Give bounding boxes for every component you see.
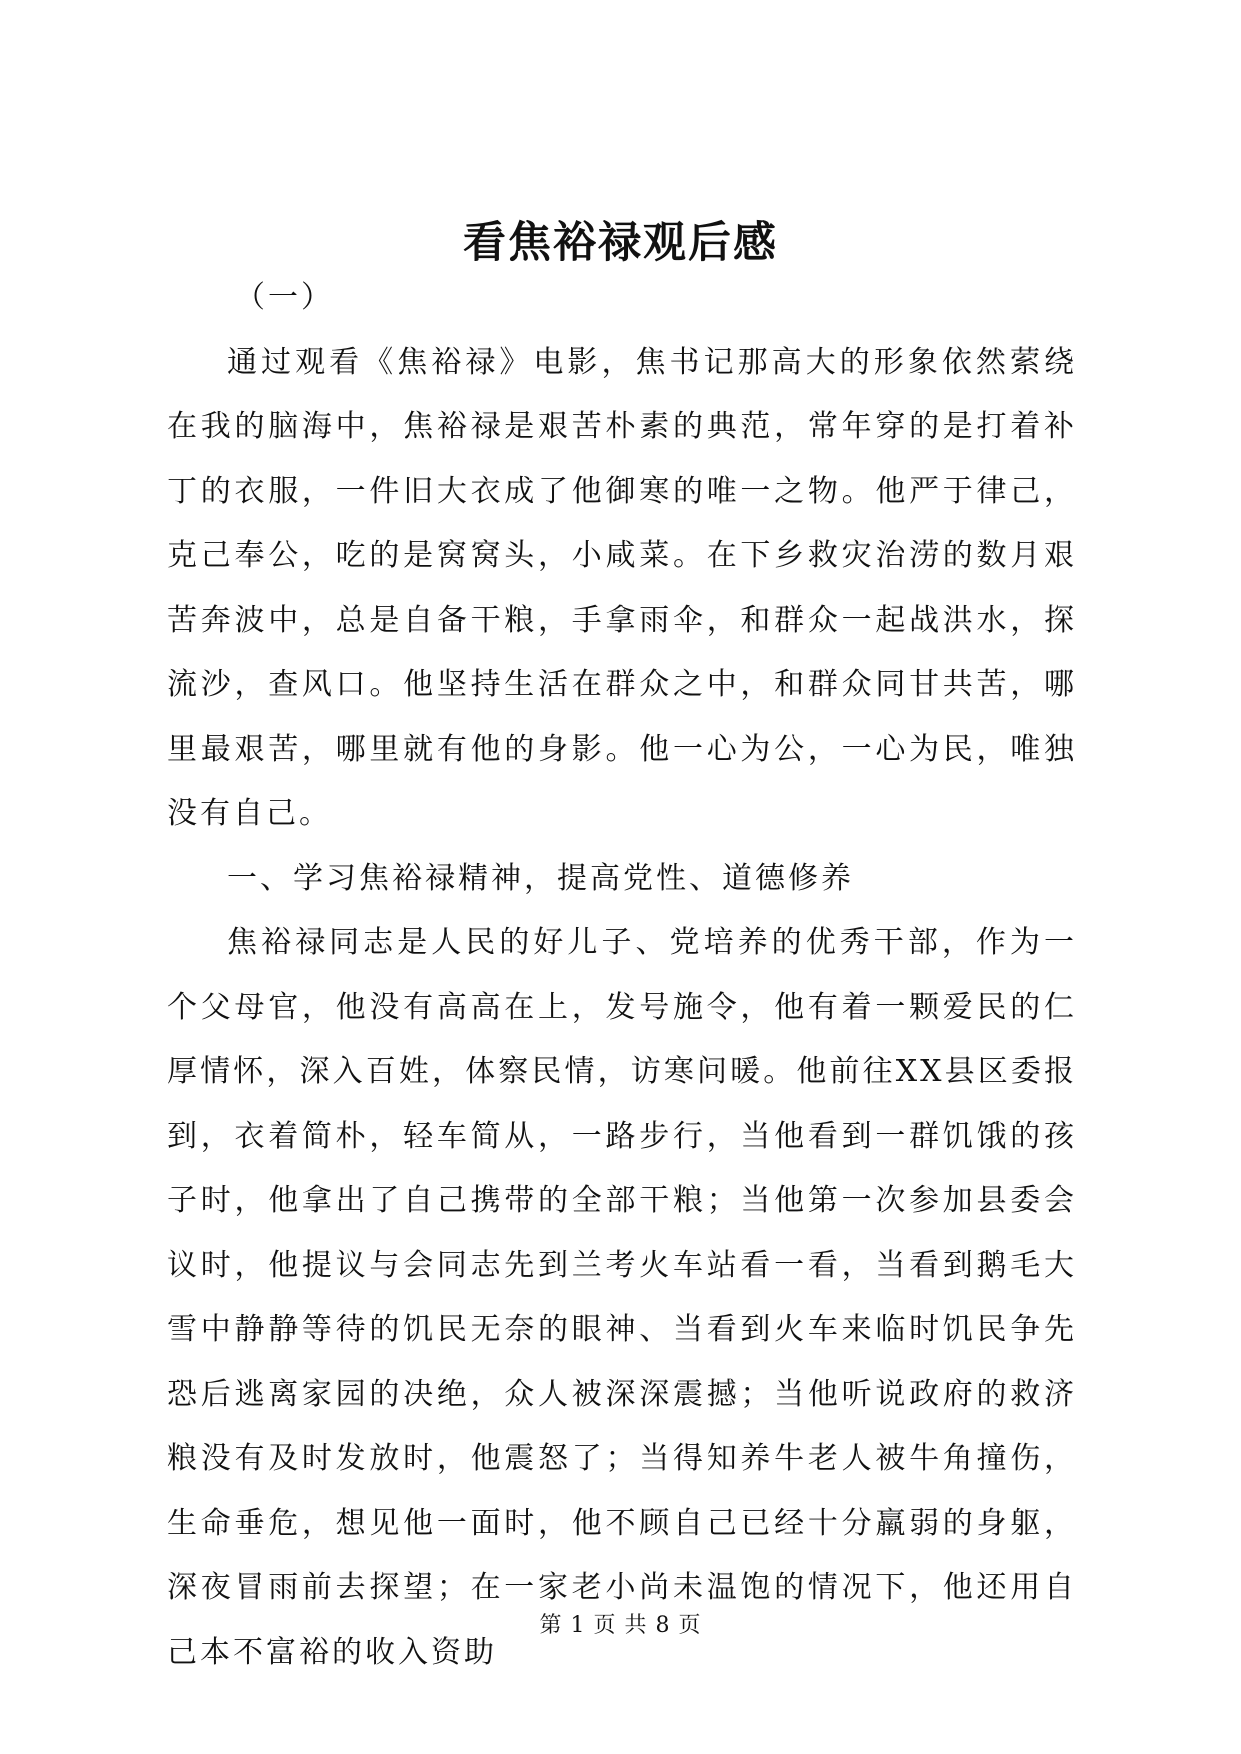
page-number-footer: 第 1 页 共 8 页 [539,1613,702,1638]
paragraph-2: 焦裕禄同志是人民的好儿子、党培养的优秀干部，作为一个父母官，他没有高高在上，发号施令，他有着一颗爱民的仁厚情怀，深入百姓，体察民情，访寒问暖。他前往XX县区委报到，衣着简朴，轻车简从，一路步行，当他看到一群饥饿的孩子时，他拿出了自己携带的全部干粮；当他第一次参加县委会议时，他提议与会同志先到兰考火车站看一看，当看到鹅毛大雪中静静等待的饥民无奈的眼神、当看到火车来临时饥民争先恐后逃离家园的决绝，众人被深深震撼；当他听说政府的救济粮没有及时发放时，他震怒了；当得知养牛老人被牛角撞伤，生命垂危，想见他一面时，他不顾自己已经十分羸弱的身躯，深夜冒雨前去探望；在一家老小尚未温饱的情况下，他还用自己本不富裕的收入资助 [167,925,1077,1670]
section-marker: （一） [235,280,334,315]
document-body [167,266,1077,1685]
paragraph-1: 通过观看《焦裕禄》电影，焦书记那高大的形象依然萦绕在我的脑海中，焦裕禄是艰苦朴素的典范，常年穿的是打着补丁的衣服，一件旧大衣成了他御寒的唯一之物。他严于律己，克己奉公，吃的是窝窝头，小咸菜。在下乡救灾治涝的数月艰苦奔波中，总是自备干粮，手拿雨伞，和群众一起战洪水，探流沙，查风口。他坚持生活在群众之中，和群众同甘共苦，哪里最艰苦，哪里就有他的身影。他一心为公，一心为民，唯独没有自己。 [167,344,1077,831]
section-heading: 一、学习焦裕禄精神，提高党性、道德修养 [227,860,854,896]
document-title: 看焦裕禄观后感 [463,218,778,268]
